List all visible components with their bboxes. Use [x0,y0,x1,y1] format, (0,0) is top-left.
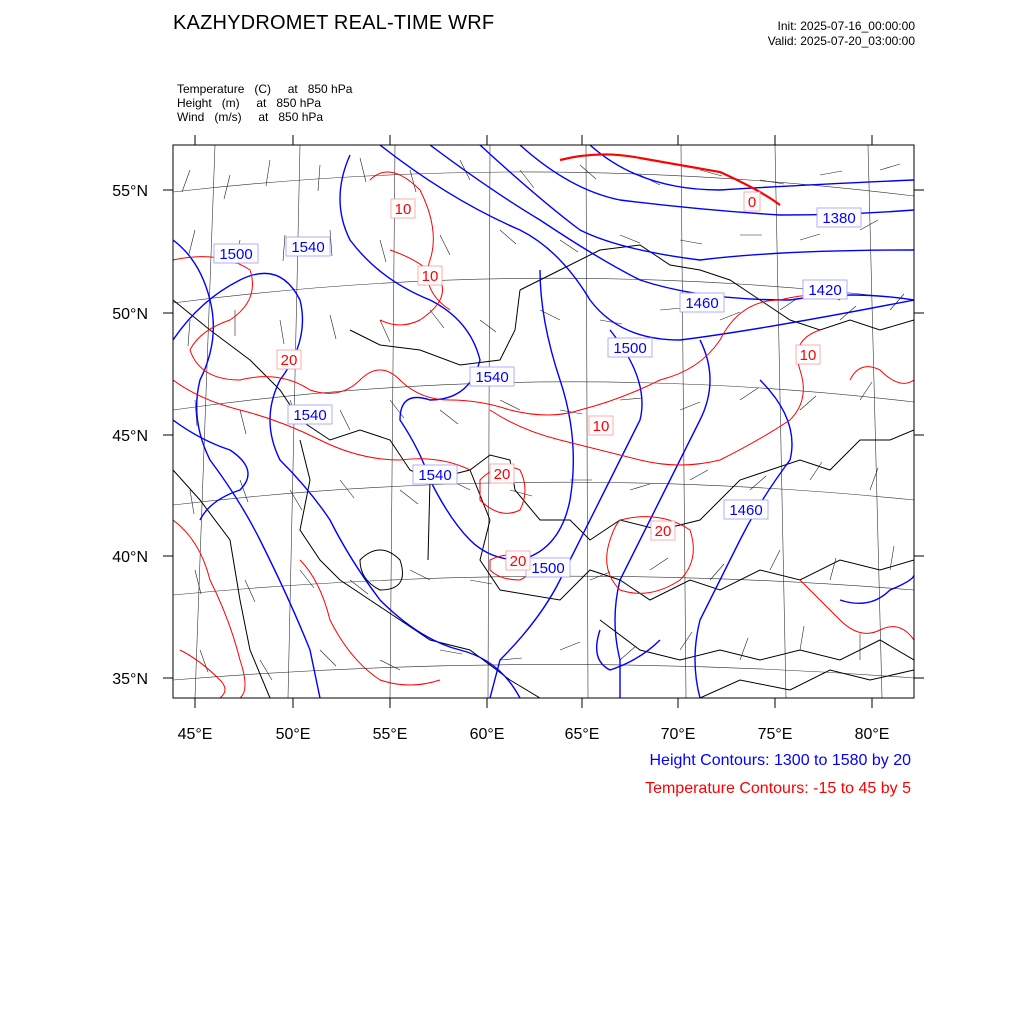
lat-label-45: 45°N [112,428,148,445]
field-temperature: Temperature (C) at 850 hPa [177,82,353,96]
lon-label-80: 80°E [854,726,890,743]
lon-label-70: 70°E [660,726,696,743]
temperature-label: 10 [592,418,610,435]
map-frame [173,145,914,698]
map-title: KAZHYDROMET REAL-TIME WRF [173,12,495,34]
temperature-label: 20 [509,553,527,570]
lon-label-65: 65°E [564,726,600,743]
lat-ticks [163,190,924,678]
lon-label-75: 75°E [757,726,793,743]
height-label: 1540 [475,369,509,386]
temperature-legend: Temperature Contours: -15 to 45 by 5 [645,780,911,797]
height-label: 1540 [418,467,452,484]
height-label: 1420 [808,282,842,299]
height-contours [173,145,914,698]
height-label: 1500 [613,340,647,357]
height-label: 1500 [219,246,253,263]
temperature-label: 10 [799,347,817,364]
lat-label-40: 40°N [112,549,148,566]
height-label: 1500 [531,560,565,577]
map-content [173,145,914,698]
init-time: Init: 2025-07-16_00:00:00 [777,19,915,33]
lat-label-55: 55°N [112,183,148,200]
temperature-label: 0 [747,194,757,211]
lon-label-60: 60°E [469,726,505,743]
lat-label-50: 50°N [112,306,148,323]
lon-label-45: 45°E [177,726,213,743]
temperature-contours [173,154,914,698]
field-wind: Wind (m/s) at 850 hPa [177,110,324,124]
height-label: 1460 [729,502,763,519]
graticule [173,145,914,698]
temperature-label: 20 [280,352,298,369]
temperature-label: 10 [421,268,439,285]
height-label: 1460 [685,295,719,312]
height-label: 1540 [291,239,325,256]
field-height: Height (m) at 850 hPa [177,96,322,110]
height-label: 1380 [822,210,856,227]
valid-time: Valid: 2025-07-20_03:00:00 [767,34,915,48]
height-legend: Height Contours: 1300 to 1580 by 20 [649,752,911,769]
temperature-label: 20 [654,523,672,540]
temperature-label: 20 [493,466,511,483]
lat-label-35: 35°N [112,671,148,688]
temperature-label: 10 [394,201,412,218]
height-contour-labels [214,208,861,577]
lon-label-50: 50°E [275,726,311,743]
height-label: 1540 [293,407,327,424]
lon-label-55: 55°E [372,726,408,743]
